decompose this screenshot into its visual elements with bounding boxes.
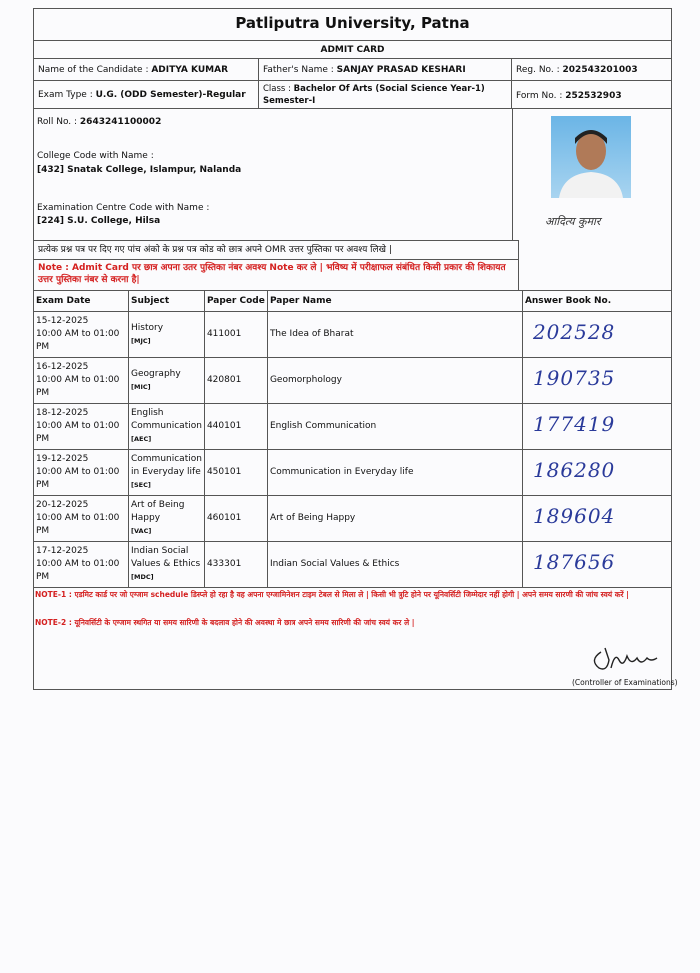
instruction-line: प्रत्येक प्रश्न पत्र पर दिए गए पांच अंको के प्रश्न पत्र कोड को छात्र अपने OMR उत्तर पुस्तिका पर अवश्य लिखे | <box>33 240 519 260</box>
reg-no: 202543201003 <box>562 65 638 75</box>
time: 10:00 AM to 01:00 PM <box>36 329 120 352</box>
person-photo-icon <box>551 116 631 198</box>
centre-name: [224] S.U. College, Hilsa <box>37 216 161 226</box>
subject-name: Indian Social Values & Ethics <box>131 546 201 569</box>
table-row <box>34 404 672 450</box>
paper-name: Indian Social Values & Ethics <box>267 542 522 588</box>
subject <box>129 496 205 542</box>
reg-no-cell <box>511 58 672 81</box>
subject-name: History <box>131 322 164 333</box>
paper-code: 450101 <box>204 450 267 496</box>
answer-book-no <box>522 358 671 404</box>
subject-name: Communication in Everyday life <box>131 454 202 477</box>
col-paper-name: Paper Name <box>267 291 522 312</box>
time: 10:00 AM to 01:00 PM <box>36 467 120 490</box>
exam-date <box>34 496 129 542</box>
paper-name: Geomorphology <box>267 358 522 404</box>
table-row <box>34 542 672 588</box>
father-name: SANJAY PRASAD KESHARI <box>336 65 466 75</box>
subject-type: [VAC] <box>131 527 152 535</box>
exam-date <box>34 312 129 358</box>
subject-name: English Communication <box>131 408 202 431</box>
college-name: [432] Snatak College, Islampur, Nalanda <box>37 165 242 175</box>
col-subject: Subject <box>129 291 205 312</box>
candidate-name-cell <box>33 58 259 81</box>
date: 17-12-2025 <box>36 546 89 556</box>
form-no-cell <box>511 80 672 109</box>
exam-schedule-table <box>33 290 672 588</box>
exam-date <box>34 358 129 404</box>
exam-date <box>34 404 129 450</box>
note-1: NOTE-1 : एडमिट कार्ड पर जो एग्जाम schedule डिस्प्ले हो रहा है वह अपना एग्जामिनेशन टाइम टेबल से मिला ले | किसी भी त्रुटि होने पर यूनिवर्सिटी जिम्मेदार नहीं होगी | अपने समय सारणी की जांच स्वयं करें | <box>35 590 629 599</box>
paper-name: Art of Being Happy <box>267 496 522 542</box>
candidate-name: ADITYA KUMAR <box>151 65 228 75</box>
father-name-cell <box>258 58 512 81</box>
subject-type: [MDC] <box>131 573 154 581</box>
subject-type: [AEC] <box>131 435 152 443</box>
roll-no <box>37 116 161 128</box>
answer-book-no <box>522 496 671 542</box>
date: 16-12-2025 <box>36 362 89 372</box>
roll-value: 2643241100002 <box>79 117 162 127</box>
table-row <box>34 358 672 404</box>
answer-book-no <box>522 312 671 358</box>
col-exam-date: Exam Date <box>34 291 129 312</box>
paper-name: The Idea of Bharat <box>267 312 522 358</box>
centre-label: Examination Centre Code with Name : <box>37 203 210 213</box>
label: Exam Type : <box>38 90 96 100</box>
time: 10:00 AM to 01:00 PM <box>36 513 120 536</box>
col-answer-book: Answer Book No. <box>522 291 671 312</box>
table-row <box>34 450 672 496</box>
subject <box>129 450 205 496</box>
date: 15-12-2025 <box>36 316 89 326</box>
subject-name: Art of Being Happy <box>131 500 185 523</box>
subject-name: Geography <box>131 368 181 379</box>
university-title: Patliputra University, Patna <box>235 14 470 32</box>
label: Class : <box>263 84 294 94</box>
exam-type-cell <box>33 80 259 109</box>
date: 19-12-2025 <box>36 454 89 464</box>
table-header-row <box>34 291 672 312</box>
college-label: College Code with Name : <box>37 151 154 161</box>
date: 18-12-2025 <box>36 408 89 418</box>
answer-book-no <box>522 404 671 450</box>
answer-book-no <box>522 542 671 588</box>
label: Form No. : <box>516 91 566 101</box>
exam-date <box>34 450 129 496</box>
handwritten-answer-no: 186280 <box>532 457 616 482</box>
paper-code: 433301 <box>204 542 267 588</box>
table-row <box>34 496 672 542</box>
candidate-signature: आदित्य कुमार <box>545 215 601 228</box>
label: Reg. No. : <box>516 65 563 75</box>
class: Bachelor Of Arts (Social Science Year-1) Semester-I <box>263 84 485 106</box>
exam-date <box>34 542 129 588</box>
label: Roll No. : <box>37 117 80 127</box>
note-2: NOTE-2 : यूनिवर्सिटी के एग्जाम स्थगित या समय सारिणी के बदलाव होने की अवस्था मे छात्र अपने समय सारिणी की जांच स्वयं कर ले | <box>35 618 415 627</box>
table-row <box>34 312 672 358</box>
exam-type: U.G. (ODD Semester)-Regular <box>95 90 246 100</box>
paper-code: 440101 <box>204 404 267 450</box>
paper-code: 411001 <box>204 312 267 358</box>
answer-book-note: Note : Admit Card पर छात्र अपना उतर पुस्तिका नंबर अवश्य Note कर ले | भविष्य में परीक्षाफल संबंधित किसी प्रकार की शिकायत उत्तर पुस्तिका नंबर से करना है| <box>33 259 519 291</box>
handwritten-answer-no: 177419 <box>532 411 616 436</box>
handwritten-answer-no: 187656 <box>532 549 616 574</box>
answer-book-no <box>522 450 671 496</box>
subject-type: [SEC] <box>131 481 151 489</box>
candidate-photo <box>551 116 631 198</box>
subject-type: [MJC] <box>131 336 151 345</box>
subject <box>129 542 205 588</box>
label: Father's Name : <box>263 65 337 75</box>
time: 10:00 AM to 01:00 PM <box>36 375 120 398</box>
controller-label: (Controller of Examinations) <box>572 678 678 687</box>
handwritten-answer-no: 202528 <box>532 319 616 344</box>
controller-signature-icon <box>585 638 665 674</box>
subject <box>129 312 205 358</box>
class-cell <box>258 80 512 109</box>
paper-name: Communication in Everyday life <box>267 450 522 496</box>
form-no: 252532903 <box>565 91 622 101</box>
handwritten-answer-no: 189604 <box>532 503 616 528</box>
time: 10:00 AM to 01:00 PM <box>36 559 120 582</box>
time: 10:00 AM to 01:00 PM <box>36 421 120 444</box>
handwritten-answer-no: 190735 <box>532 365 616 390</box>
paper-name: English Communication <box>267 404 522 450</box>
paper-code: 460101 <box>204 496 267 542</box>
subject <box>129 358 205 404</box>
label: Name of the Candidate : <box>38 65 152 75</box>
paper-code: 420801 <box>204 358 267 404</box>
admit-card-heading: ADMIT CARD <box>33 40 672 59</box>
subject-type: [MIC] <box>131 382 151 391</box>
date: 20-12-2025 <box>36 500 89 510</box>
subject <box>129 404 205 450</box>
col-paper-code: Paper Code <box>204 291 267 312</box>
